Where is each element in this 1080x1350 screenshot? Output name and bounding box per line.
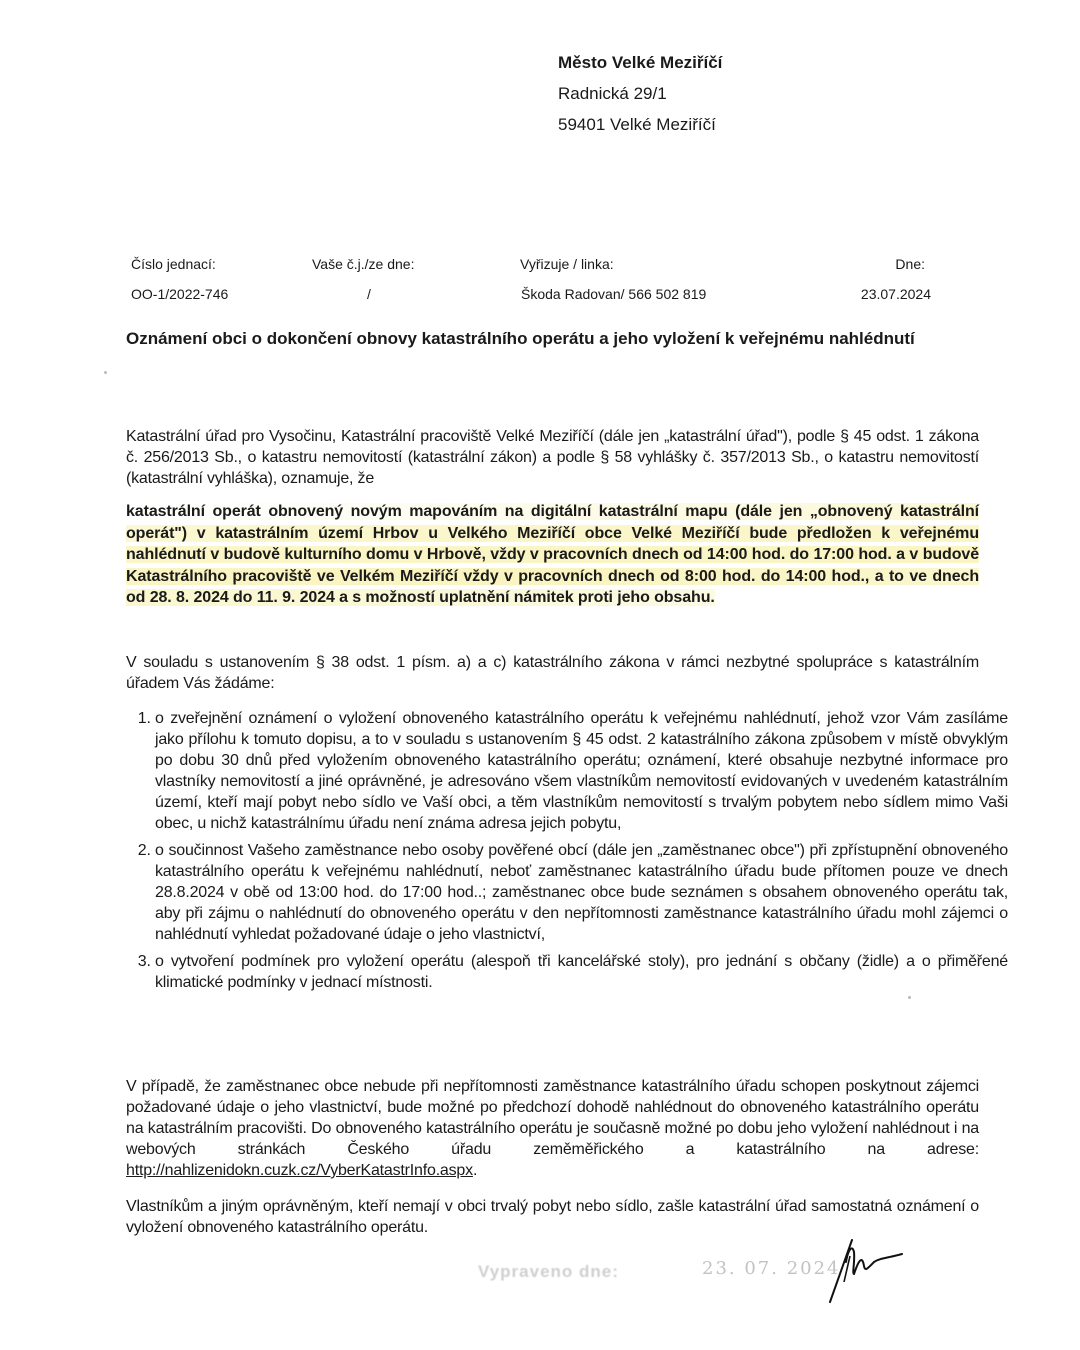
cuzk-link[interactable]: http://nahlizenidokn.cuzk.cz/VyberKatastrInfo.aspx [126,1162,473,1179]
recipient-city: 59401 Velké Meziříčí [558,115,716,134]
reference-values [131,286,931,316]
recipient-address [558,48,722,141]
handled-by: Škoda Radovan/ 566 502 819 [521,286,707,302]
reference-block [131,256,931,316]
recipient-name: Město Velké Meziříčí [558,53,723,72]
scan-speck [104,371,107,374]
scan-speck [908,996,911,999]
request-item: 1. o zveřejnění oznámení o vyložení obnoveného katastrálního operátu k veřejnému nahlédnutí, jehož vzor Vám zasíláme jako přílohu k tomuto dopisu, a to v souladu s ustanovením § 45 odst. 2 katastrálního zákona způsobem v místě obvyklým po dobu 30 dnů před vyložením obnoveného katastrálního operátu; oznámení, které obsahuje nezbytné informace pro vlastníky nemovitostí a jiné oprávněné, je adresováno všem vlastníkům nemovitostí evidovaných v uvedeném katastrálním území, kteří mají pobyt nebo sídlo ve Vaší obci, a těm vlastníkům nemovitostí s trvalým pobytem nebo sídlem mimo Vaši obec, u nichž katastrálnímu úřadu není známa adresa jejich pobytu, [155,708,1008,834]
highlighted-announcement [126,501,979,609]
signature-icon [822,1232,912,1306]
request-intro: V souladu s ustanovením § 38 odst. 1 písm. a) a c) katastrálního zákona v rámci nezbytné spolupráce s katastrálním úřadem Vás žádáme: [126,654,979,692]
highlighted-text: katastrální operát obnovený novým mapováním na digitální katastrální mapu (dále jen „obnovený katastrální operát") v katastrálním území Hrbov u Velkého Meziříčí obce Velké Meziříčí bude předložen k veřejnému nahlédnutí v budově kulturního domu v Hrbově, vždy v pracovních dnech od 14:00 hod. do 17:00 hod. a v budově Katastrálního pracoviště ve Velkém Meziříčí vždy v pracovních dnech od 8:00 hod. do 14:00 hod., a to ve dnech od 28. 8. 2024 do 11. 9. 2024 a s možností uplatnění námitek proti jeho obsahu. [126,503,979,606]
request-list [126,708,1008,999]
your-reference: / [367,286,371,302]
reference-number: OO-1/2022-746 [131,286,229,302]
link-suffix: . [472,1162,478,1179]
document-subject: Oznámení obci o dokončení obnovy katastrálního operátu a jeho vyložení k veřejnému nahlédnutí [126,329,915,348]
request-item: 2. o součinnost Vašeho zaměstnance nebo osoby pověřené obcí (dále jen „zaměstnanec obce") při zpřístupnění obnoveného katastrálního operátu k veřejnému nahlédnutí, neboť zaměstnanec katastrálního úřadu bude přítomen pouze ve dnech 28.8.2024 v obě od 13:00 hod. do 17:00 hod..; zaměstnanec obce bude seznámen s obsahem obnoveného operátu tak, aby při zájmu o nahlédnutí do obnoveného operátu v den nepřítomnosti zaměstnance katastrálního úřadu mohl zájemci o nahlédnutí vyhledat požadované údaje o jeho vlastnictví, [155,840,1008,945]
fallback-paragraph [126,1076,979,1181]
your-reference-label: Vaše č.j./ze dne: [312,256,415,272]
recipient-street: Radnická 29/1 [558,84,667,103]
dispatch-stamp-date: 23. 07. 2024 [702,1258,841,1279]
intro-paragraph: Katastrální úřad pro Vysočinu, Katastrální pracoviště Velké Meziříčí (dále jen „katastrální úřad"), podle § 45 odst. 1 zákona č. 256/2013 Sb., o katastru nemovitostí (katastrální zákon) a podle § 58 vyhlášky č. 357/2013 Sb., o katastru nemovitostí (katastrální vyhláška), oznamuje, že [126,428,979,487]
reference-number-label: Číslo jednací: [131,256,216,272]
closing-paragraph: Vlastníkům a jiným oprávněným, kteří nemají v obci trvalý pobyt nebo sídlo, zašle katastrální úřad samostatná oznámení o vyložení obnoveného katastrálního operátu. [126,1198,979,1236]
letter-date: 23.07.2024 [860,286,931,302]
handled-by-label: Vyřizuje / linka: [520,256,614,272]
reference-labels [131,256,931,286]
date-label: Dne: [895,256,925,272]
request-item: 3. o vytvoření podmínek pro vyložení operátu (alespoň tři kancelářské stoly), pro jednání s občany (židle) a o přiměřené klimatické podmínky v jednací místnosti. [155,951,1008,993]
dispatch-stamp-label: Vypraveno dne: [478,1262,619,1281]
fallback-text: V případě, že zaměstnanec obce nebude při nepřítomnosti zaměstnance katastrálního úřadu schopen poskytnout zájemci požadované údaje o jeho vlastnictví, bude možné po předchozí dohodě nahlédnout do obnoveného katastrálního operátu na katastrálním pracovišti. Do obnoveného katastrálního operátu je současně možné po dobu jeho vyložení nahlédnout i na webových stránkách Českého úřadu zeměměřického a katastrálního na adrese: [126,1078,979,1158]
